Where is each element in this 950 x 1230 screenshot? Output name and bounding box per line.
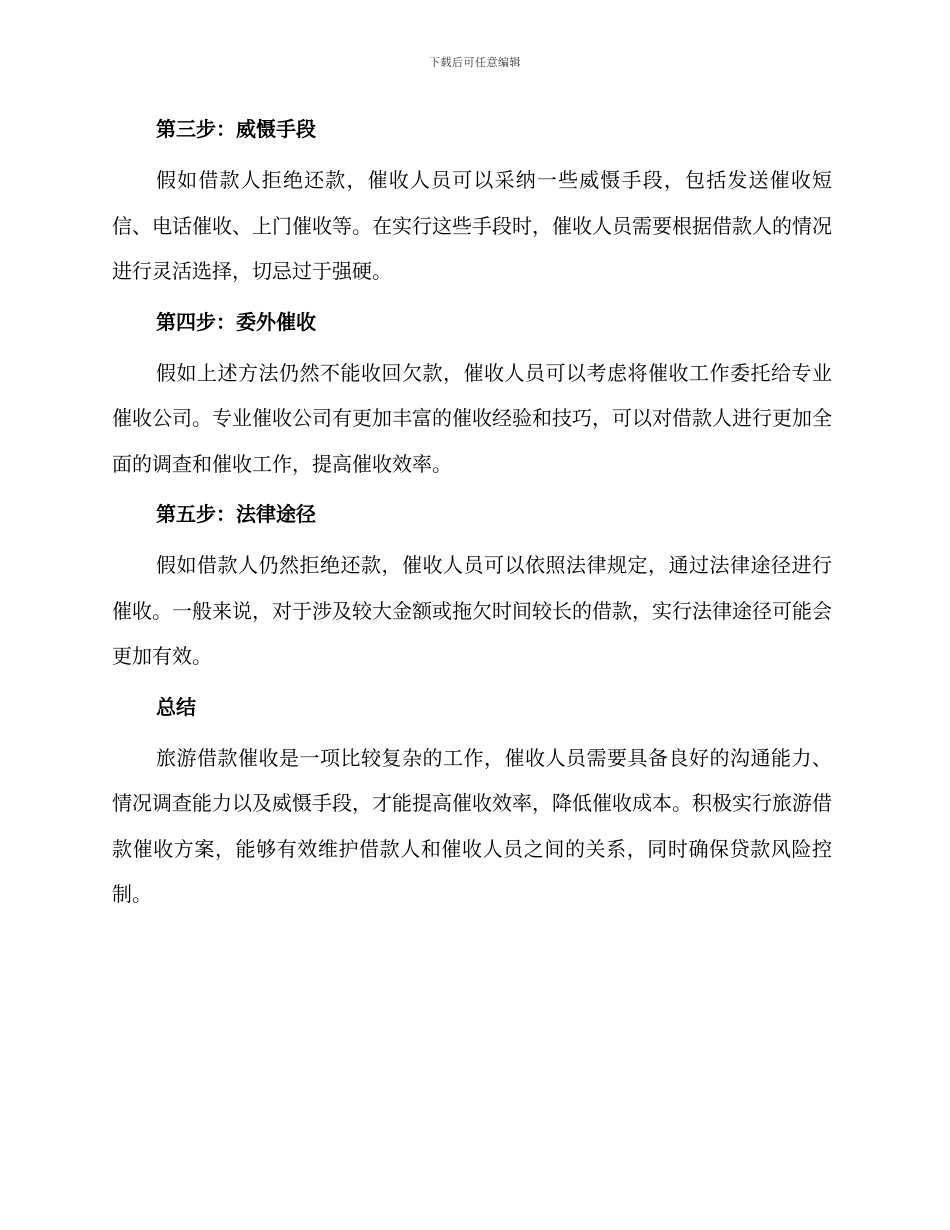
section-heading: 总结: [156, 694, 196, 719]
section-paragraph: 假如借款人仍然拒绝还款，催收人员可以依照法律规定，通过法律途径进行催收。一般来说，对于涉及较大金额或拖欠时间较长的借款，实行法律途径可能会更加有效。: [112, 553, 832, 668]
document-body: [112, 112, 832, 928]
section-step-four: [112, 305, 832, 488]
section-paragraph: 旅游借款催收是一项比较复杂的工作，催收人员需要具备良好的沟通能力、情况调查能力以及威慑手段，才能提高催收效率，降低催收成本。积极实行旅游借款催收方案，能够有效维护借款人和催收人员之间的关系，同时确保贷款风险控制。: [112, 745, 832, 906]
section-step-three: [112, 112, 832, 295]
section-heading: 第四步：委外催收: [156, 309, 316, 334]
section-paragraph: 假如上述方法仍然不能收回欠款，催收人员可以考虑将催收工作委托给专业催收公司。专业催收公司有更加丰富的催收经验和技巧，可以对借款人进行更加全面的调查和催收工作，提高催收效率。: [112, 360, 832, 476]
page-header-note: 下载后可任意编辑: [429, 56, 521, 69]
section-step-five: [112, 497, 832, 680]
section-paragraph: 假如借款人拒绝还款，催收人员可以采纳一些威慑手段，包括发送催收短信、电话催收、上门催收等。在实行这些手段时，催收人员需要根据借款人的情况进行灵活选择，切忌过于强硬。: [112, 168, 832, 283]
section-heading: 第三步：威慑手段: [156, 117, 316, 141]
section-summary: [112, 690, 832, 918]
section-heading: 第五步：法律途径: [156, 502, 316, 526]
